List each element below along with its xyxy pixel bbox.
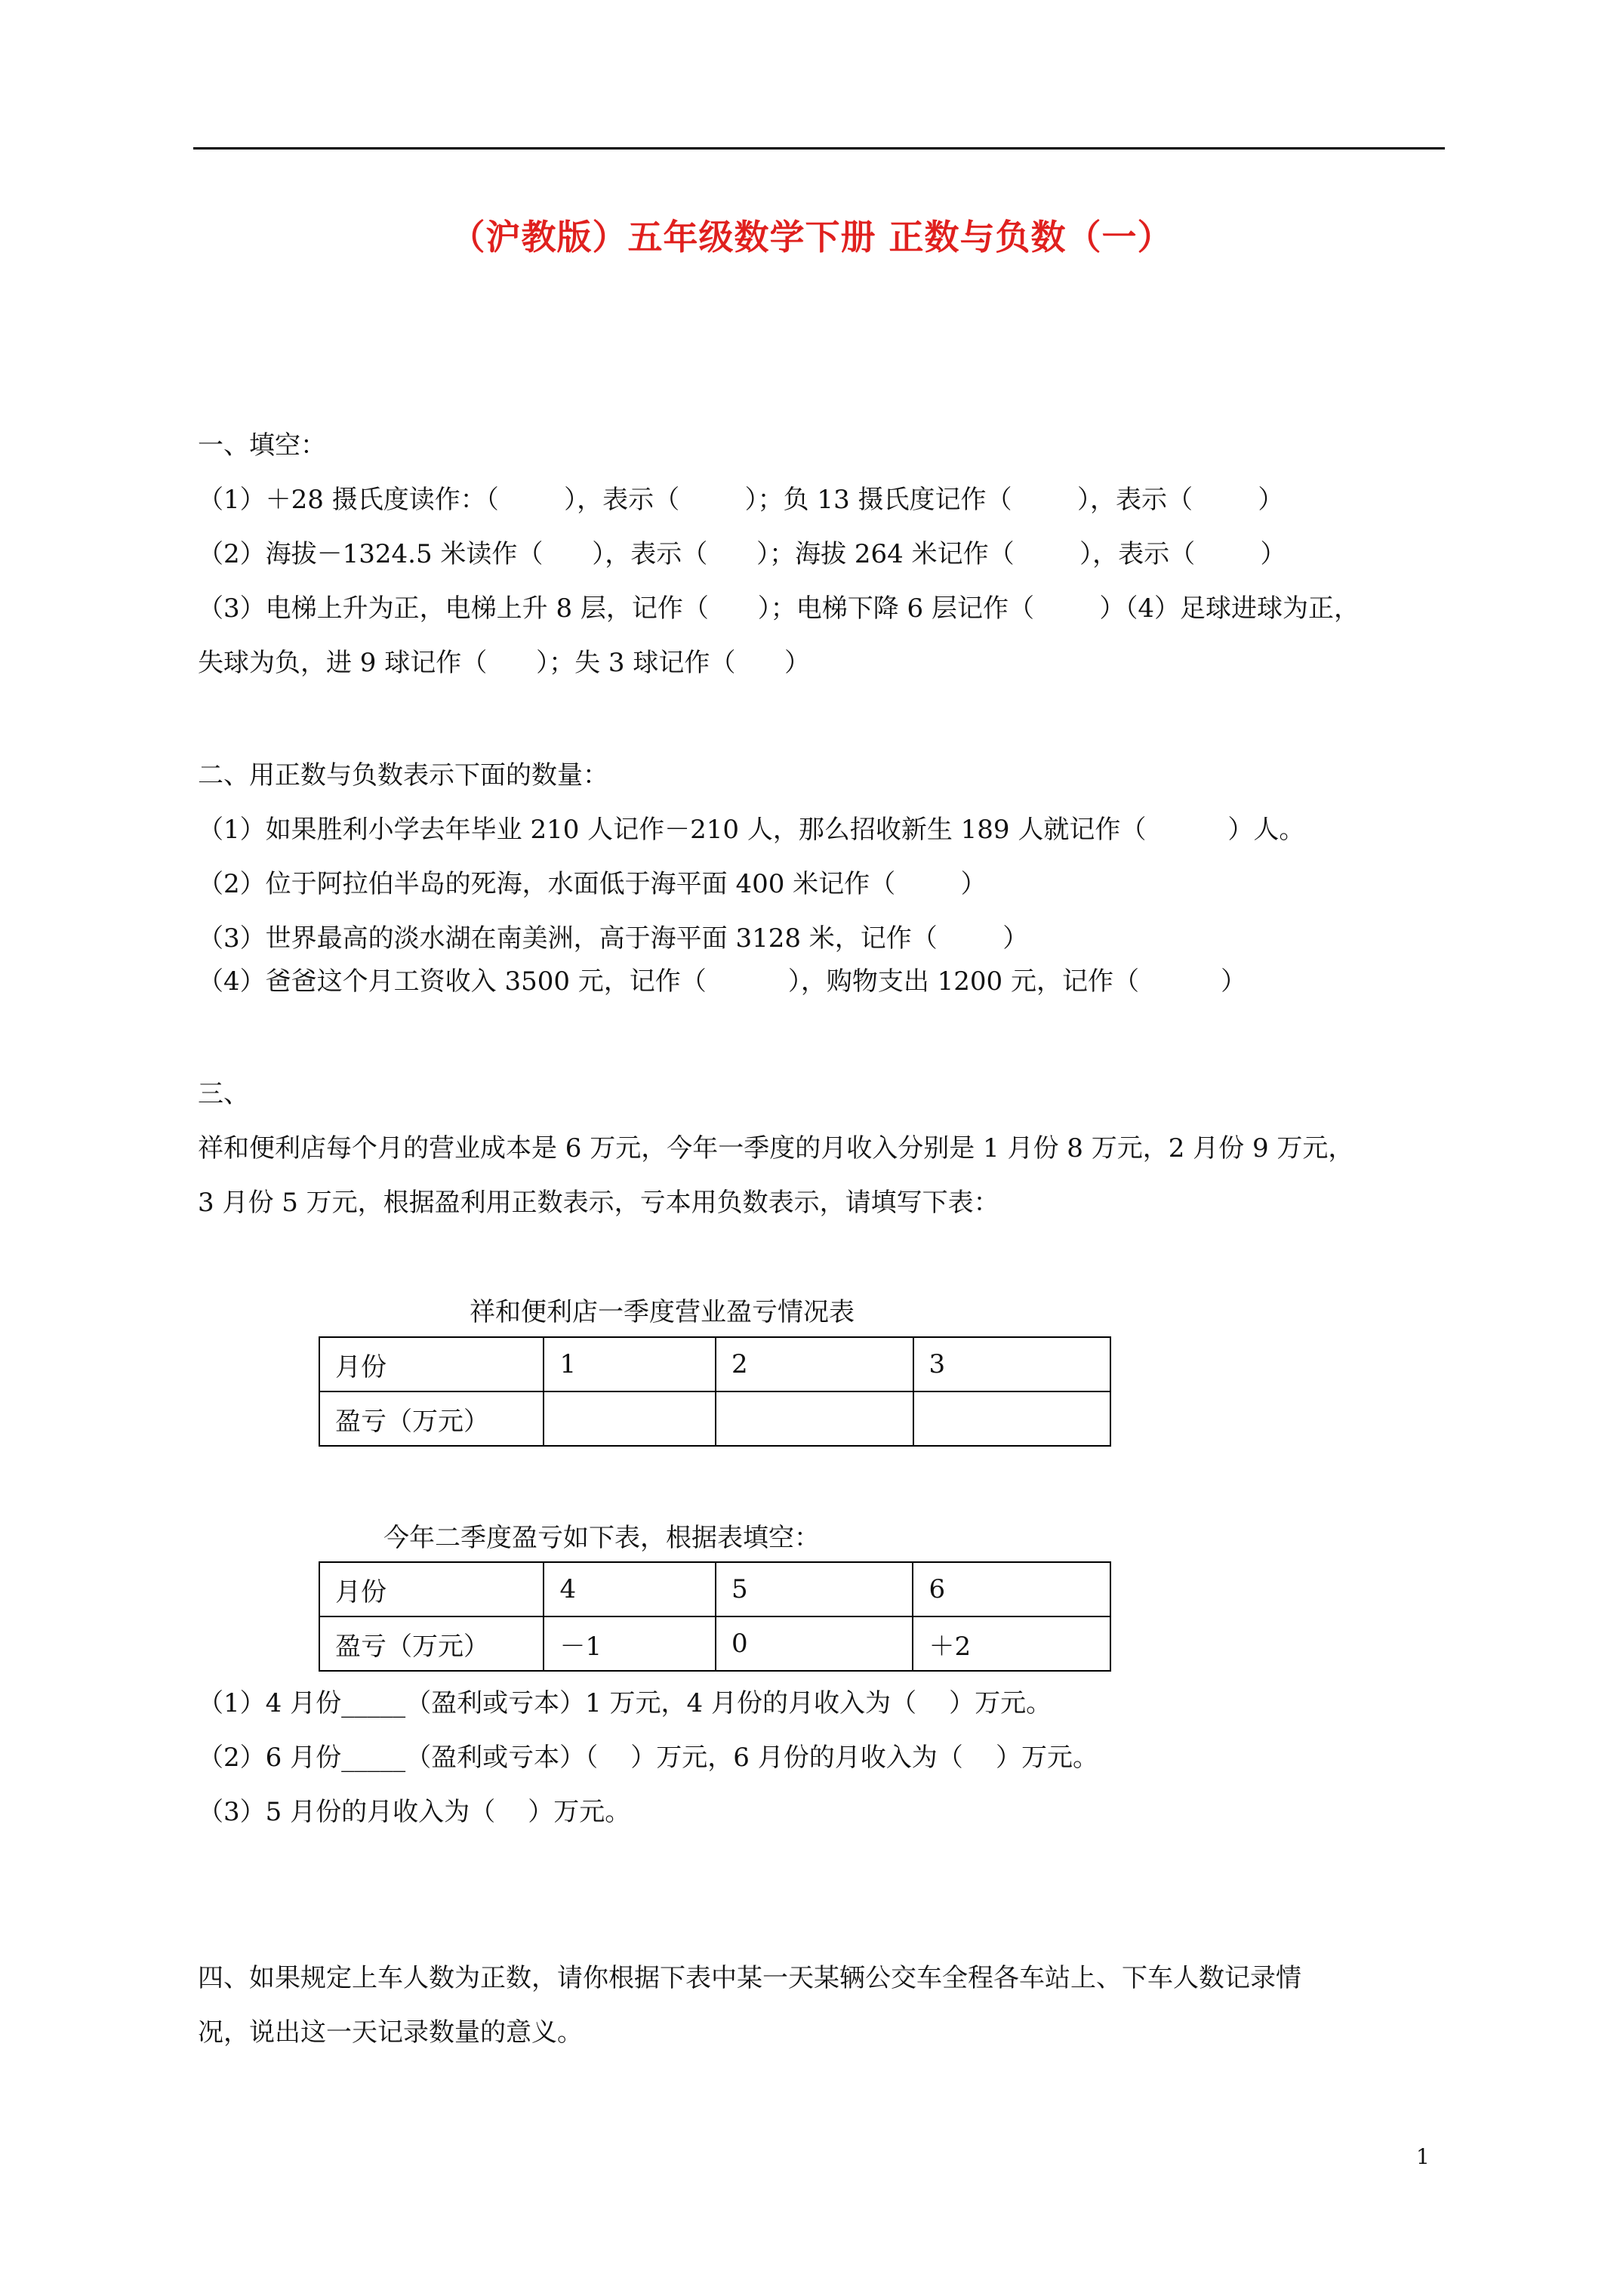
section2-heading: 二、用正数与负数表示下面的数量： — [198, 760, 608, 791]
table-cell: 6 — [913, 1562, 1110, 1616]
table-cell: 3 — [913, 1337, 1111, 1391]
section3-line-2: 3 月份 5 万元，根据盈利用正数表示，亏本用负数表示，请填写下表： — [198, 1188, 999, 1218]
table-cell: 月份 — [319, 1337, 544, 1391]
table-cell — [544, 1391, 716, 1446]
page-number: 1 — [1416, 2144, 1430, 2169]
section3-heading: 三、 — [198, 1079, 249, 1109]
section1-heading: 一、填空： — [198, 430, 326, 461]
section1-line-1: （1）＋28 摄氏度读作：（ ），表示（ ）；负 13 摄氏度记作（ ），表示（ ） — [198, 485, 1284, 515]
section3-question-2: （2）6 月份_____（盈利或亏本）（ ）万元，6 月份的月收入为（ ）万元。 — [198, 1743, 1098, 1773]
table-row — [319, 1337, 1110, 1391]
table-cell — [913, 1391, 1111, 1446]
table-cell: 4 — [544, 1562, 716, 1616]
section1-line-4: 失球为负，进 9 球记作（ ）；失 3 球记作（ ） — [198, 648, 811, 678]
table-cell: 2 — [716, 1337, 913, 1391]
table2-caption: 今年二季度盈亏如下表，根据表填空： — [383, 1523, 820, 1553]
table2 — [319, 1561, 1111, 1672]
section3-question-3: （3）5 月份的月收入为（ ）万元。 — [198, 1797, 631, 1827]
header-rule — [193, 147, 1445, 149]
table-cell: 盈亏（万元） — [319, 1391, 544, 1446]
section4-line-2: 况，说出这一天记录数量的意义。 — [198, 2017, 583, 2048]
table-row — [319, 1562, 1110, 1616]
table-cell: 0 — [716, 1616, 913, 1671]
section2-line-1: （1）如果胜利小学去年毕业 210 人记作－210 人，那么招收新生 189 人就记作（ ）人。 — [198, 815, 1305, 845]
table-cell: ＋2 — [913, 1616, 1110, 1671]
section3-question-1: （1）4 月份_____（盈利或亏本）1 万元，4 月份的月收入为（ ）万元。 — [198, 1688, 1052, 1718]
section2-line-3: （3）世界最高的淡水湖在南美洲，高于海平面 3128 米，记作（ ） — [198, 923, 1029, 954]
table1 — [319, 1336, 1111, 1447]
table-cell: 5 — [716, 1562, 913, 1616]
section1-line-2: （2）海拔－1324.5 米读作（ ），表示（ ）；海拔 264 米记作（ ），表示（ ） — [198, 539, 1286, 569]
section3-line-1: 祥和便利店每个月的营业成本是 6 万元，今年一季度的月收入分别是 1 月份 8 万元，2 月份 9 万元， — [198, 1133, 1354, 1163]
table-cell — [716, 1391, 913, 1446]
section1-line-3: （3）电梯上升为正，电梯上升 8 层，记作（ ）；电梯下降 6 层记作（ ）（4）足球进球为正， — [198, 593, 1360, 624]
table-cell: 盈亏（万元） — [319, 1616, 544, 1671]
section2-line-2: （2）位于阿拉伯半岛的死海，水面低于海平面 400 米记作（ ） — [198, 869, 987, 899]
table-row — [319, 1616, 1110, 1671]
table1-caption: 祥和便利店一季度营业盈亏情况表 — [470, 1297, 855, 1327]
table-cell: 月份 — [319, 1562, 544, 1616]
section4-line-1: 四、如果规定上车人数为正数，请你根据下表中某一天某辆公交车全程各车站上、下车人数记录情 — [198, 1963, 1301, 1993]
table-cell: －1 — [544, 1616, 716, 1671]
table-cell: 1 — [544, 1337, 716, 1391]
section2-line-4: （4）爸爸这个月工资收入 3500 元，记作（ ），购物支出 1200 元，记作（ ） — [198, 966, 1247, 997]
table-row — [319, 1391, 1110, 1446]
page-title: （沪教版）五年级数学下册 正数与负数（一） — [450, 217, 1173, 257]
